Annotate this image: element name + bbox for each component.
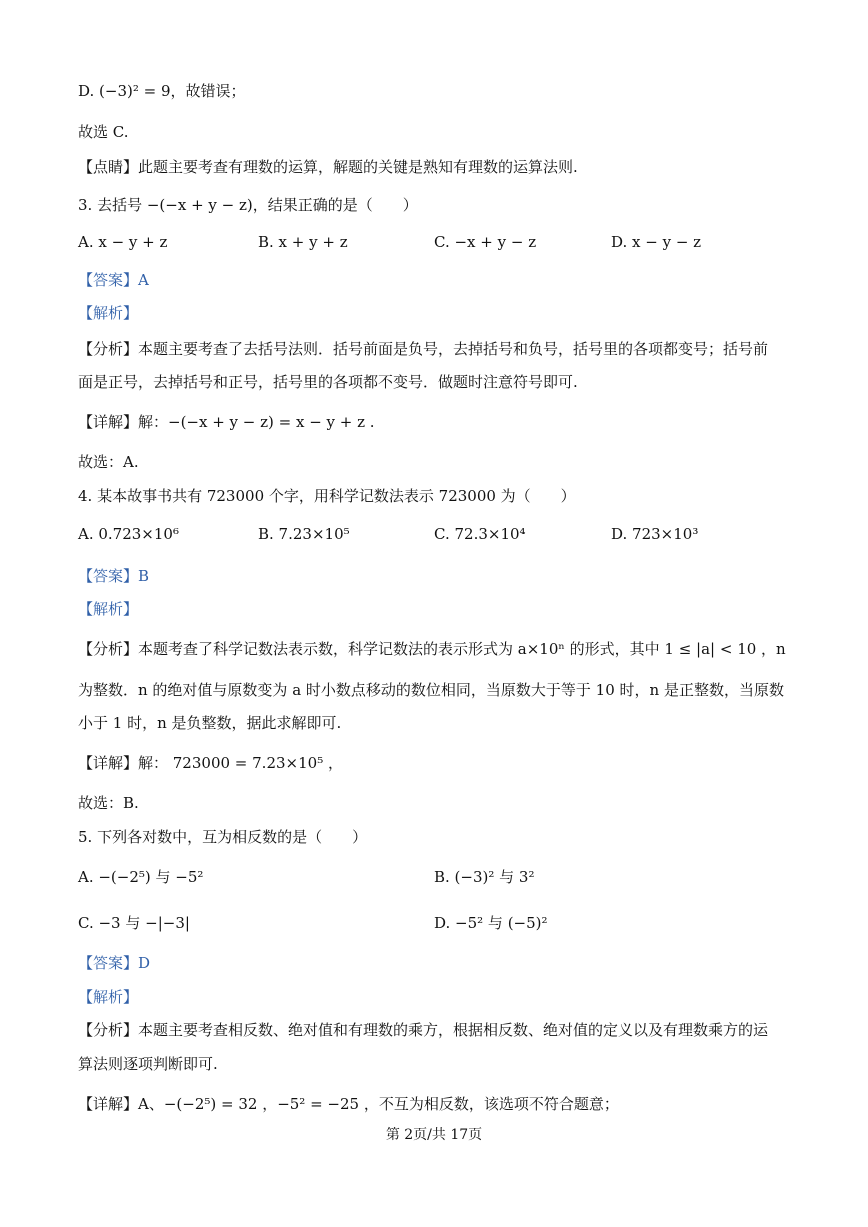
q4-choice: 故选：B. xyxy=(78,794,139,812)
prev-summary: 【点睛】此题主要考查有理数的运算，解题的关键是熟知有理数的运算法则. xyxy=(78,158,578,176)
question-4: 4. 某本故事书共有 723000 个字，用科学记数法表示 723000 为（ ） xyxy=(78,487,576,505)
q5-analysis-label: 【解析】 xyxy=(78,988,139,1006)
q4-option-d: D. 723×10³ xyxy=(611,525,699,543)
q3-choice: 故选：A. xyxy=(78,453,139,471)
q3-option-c: C. −x + y − z xyxy=(434,233,537,251)
prev-choice: 故选 C. xyxy=(78,123,129,141)
q5-answer: 【答案】D xyxy=(78,954,151,972)
q4-fenxi-line-1: 【分析】本题考查了科学记数法表示数，科学记数法的表示形式为 a×10ⁿ 的形式，其中 1 ≤ |a| < 10 ，n xyxy=(78,640,786,658)
q3-option-b: B. x + y + z xyxy=(258,233,348,251)
q5-detail: 【详解】A、−(−2⁵) = 32 ，−5² = −25 ，不互为相反数，该选项不符合题意； xyxy=(78,1095,619,1113)
q4-answer: 【答案】B xyxy=(78,567,150,585)
q4-fenxi-line-2: 为整数．n 的绝对值与原数变为 a 时小数点移动的数位相同，当原数大于等于 10 时，n 是正整数，当原数 xyxy=(78,681,784,699)
q4-analysis-label: 【解析】 xyxy=(78,600,139,618)
question-5: 5. 下列各对数中，互为相反数的是（ ） xyxy=(78,828,368,846)
q4-detail: 【详解】解： 723000 = 7.23×10⁵ ， xyxy=(78,754,343,772)
q5-option-b: B. (−3)² 与 3² xyxy=(434,868,535,886)
q3-answer: 【答案】A xyxy=(78,271,149,289)
q4-option-c: C. 72.3×10⁴ xyxy=(434,525,526,543)
q3-detail: 【详解】解：−(−x + y − z) = x − y + z . xyxy=(78,413,375,431)
q3-analysis-label: 【解析】 xyxy=(78,304,139,322)
q4-option-b: B. 7.23×10⁵ xyxy=(258,525,350,543)
q3-fenxi-line-2: 面是正号，去掉括号和正号，括号里的各项都不变号．做题时注意符号即可. xyxy=(78,373,578,391)
q5-fenxi-line-1: 【分析】本题主要考查相反数、绝对值和有理数的乘方，根据相反数、绝对值的定义以及有理数乘方的运 xyxy=(78,1021,769,1039)
q3-fenxi-line-1: 【分析】本题主要考查了去括号法则．括号前面是负号，去掉括号和负号，括号里的各项都变号；括号前 xyxy=(78,340,769,358)
q5-option-d: D. −5² 与 (−5)² xyxy=(434,914,548,932)
question-3: 3. 去括号 −(−x + y − z)，结果正确的是（ ） xyxy=(78,196,418,214)
page-footer: 第 2页/共 17页 xyxy=(385,1127,483,1143)
q4-fenxi-line-3: 小于 1 时，n 是负整数，据此求解即可. xyxy=(78,714,342,732)
q3-option-d: D. x − y − z xyxy=(611,233,702,251)
q5-option-a: A. −(−2⁵) 与 −5² xyxy=(78,868,204,886)
q5-fenxi-line-2: 算法则逐项判断即可. xyxy=(78,1055,218,1073)
q3-option-a: A. x − y + z xyxy=(78,233,168,251)
q5-option-c: C. −3 与 −|−3| xyxy=(78,914,190,932)
q4-option-a: A. 0.723×10⁶ xyxy=(78,525,179,543)
prev-option-d: D. (−3)² = 9，故错误； xyxy=(78,82,246,100)
